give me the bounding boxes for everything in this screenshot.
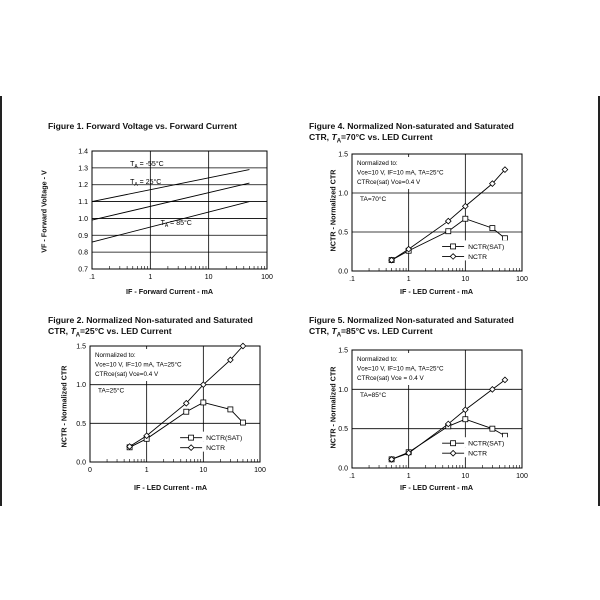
- x-tick-label: 100: [516, 473, 528, 480]
- y-tick-label: 0.0: [338, 465, 348, 473]
- y-axis-label: VF - Forward Voltage - V: [39, 170, 49, 253]
- legend-label: NCTR(SAT): [468, 440, 505, 448]
- x-tick-label: 10: [199, 467, 208, 474]
- chart-fig1: [58, 145, 283, 290]
- note-text: CTRce(sat) Vce=0.4 V: [95, 371, 159, 378]
- x-tick-label: 1: [406, 276, 411, 283]
- x-tick-label: 100: [261, 274, 273, 281]
- y-tick-label: 0.9: [78, 232, 88, 240]
- y-tick-label: 0.0: [76, 459, 86, 467]
- y-tick-label: 0.7: [78, 266, 88, 274]
- note-text: Normalized to:: [357, 160, 398, 167]
- figure-title: Figure 1. Forward Voltage vs. Forward Current: [48, 121, 237, 131]
- x-axis-label: IF - LED Current - mA: [134, 483, 208, 492]
- legend-marker-square: [451, 244, 456, 249]
- y-tick-label: 1.5: [76, 343, 86, 351]
- legend-label: NCTR(SAT): [206, 435, 243, 443]
- title-line-2: CTR, $T_A=25^\circ C$ vs. LED Current: [48, 325, 172, 339]
- y-tick-label: 1.4: [78, 148, 88, 156]
- y-tick-label: 1.0: [338, 190, 348, 198]
- data-point-square: [184, 409, 189, 414]
- data-point-square: [490, 226, 495, 231]
- data-point-square: [201, 400, 206, 405]
- y-tick-label: 1.2: [78, 182, 88, 190]
- note-text: Vce=10 V, IF=10 mA, TA=25°C: [357, 365, 444, 373]
- x-tick-label: 0: [88, 467, 92, 474]
- note-text: Normalized to:: [95, 352, 136, 359]
- figure-title: [48, 315, 253, 341]
- y-tick-label: 0.0: [338, 268, 348, 276]
- y-tick-label: 1.5: [338, 347, 348, 355]
- x-tick-label: 1: [406, 473, 411, 480]
- title-line-1: Figure 4. Normalized Non-saturated and Saturated: [309, 121, 514, 131]
- data-point-square: [490, 426, 495, 431]
- legend-label: NCTR: [468, 450, 487, 458]
- series-label: $T_A = 85^\circ C$: [160, 220, 192, 230]
- y-tick-label: 1.0: [76, 382, 86, 390]
- x-axis-label: IF - LED Current - mA: [400, 483, 474, 492]
- figure-title: [309, 121, 514, 147]
- condition-label: TA=85°C: [360, 392, 387, 400]
- x-tick-label: 1: [148, 274, 153, 281]
- legend-label: NCTR: [468, 253, 487, 261]
- x-tick-label: 10: [461, 473, 470, 480]
- y-axis-label: NCTR - Normalized CTR: [328, 169, 338, 252]
- data-point-square: [502, 236, 507, 241]
- note-text: Normalized to:: [357, 356, 398, 363]
- y-tick-label: 1.3: [78, 165, 88, 173]
- condition-label: TA=25°C: [98, 387, 125, 395]
- x-tick-label: .1: [349, 276, 355, 283]
- note-text: CTRce(sat) Vce=0.4 V: [357, 179, 421, 186]
- page-border-left: [0, 96, 2, 506]
- data-point-square: [240, 420, 245, 425]
- x-tick-label: 1: [144, 467, 149, 474]
- x-tick-label: .1: [349, 473, 355, 480]
- title-line-1: Figure 2. Normalized Non-saturated and Saturated: [48, 315, 253, 325]
- y-tick-label: 1.0: [338, 386, 348, 394]
- y-axis-label: NCTR - Normalized CTR: [328, 366, 338, 449]
- legend-marker-square: [189, 435, 194, 440]
- y-axis-label: NCTR - Normalized CTR: [59, 365, 69, 448]
- plot-frame: [92, 151, 267, 269]
- title-line-2: CTR, $T_A=70^\circ C$ vs. LED Current: [309, 131, 433, 145]
- y-tick-label: 1.1: [78, 199, 88, 207]
- x-axis-label: IF - LED Current - mA: [400, 287, 474, 296]
- data-point-square: [446, 229, 451, 234]
- series-label: $T_A = -55^\circ C$: [130, 161, 164, 171]
- x-axis-label: IF - Forward Current - mA: [126, 287, 214, 296]
- legend-label: NCTR: [206, 445, 225, 453]
- x-tick-label: 10: [461, 276, 470, 283]
- title-line-2: CTR, $T_A=85^\circ C$ vs. LED Current: [309, 325, 433, 339]
- y-tick-label: 1.0: [78, 215, 88, 223]
- y-tick-label: 0.5: [76, 420, 86, 428]
- y-tick-label: 0.5: [338, 426, 348, 434]
- data-point-square: [463, 417, 468, 422]
- series-line: [92, 170, 249, 202]
- data-point-square: [228, 407, 233, 412]
- y-tick-label: 0.5: [338, 229, 348, 237]
- figure-title: [309, 315, 514, 341]
- data-point-square: [463, 216, 468, 221]
- x-tick-label: 100: [516, 276, 528, 283]
- note-text: Vce=10 V, IF=10 mA, TA=25°C: [95, 361, 182, 369]
- chart-fig5: [330, 344, 550, 484]
- series-label: $T_A = 25^\circ C$: [130, 178, 162, 188]
- legend-marker-square: [451, 441, 456, 446]
- x-tick-label: .1: [89, 274, 95, 281]
- chart-fig4: [330, 148, 550, 288]
- note-text: CTRce(sat) Vce = 0.4 V: [357, 375, 424, 382]
- note-text: Vce=10 V, IF=10 mA, TA=25°C: [357, 169, 444, 177]
- legend-label: NCTR(SAT): [468, 243, 505, 251]
- title-line-1: Figure 5. Normalized Non-saturated and Saturated: [309, 315, 514, 325]
- x-tick-label: 10: [204, 274, 213, 281]
- chart-fig2: [65, 342, 280, 482]
- y-tick-label: 0.8: [78, 249, 88, 257]
- x-tick-label: 100: [254, 467, 266, 474]
- condition-label: TA=70°C: [360, 195, 387, 203]
- y-tick-label: 1.5: [338, 151, 348, 159]
